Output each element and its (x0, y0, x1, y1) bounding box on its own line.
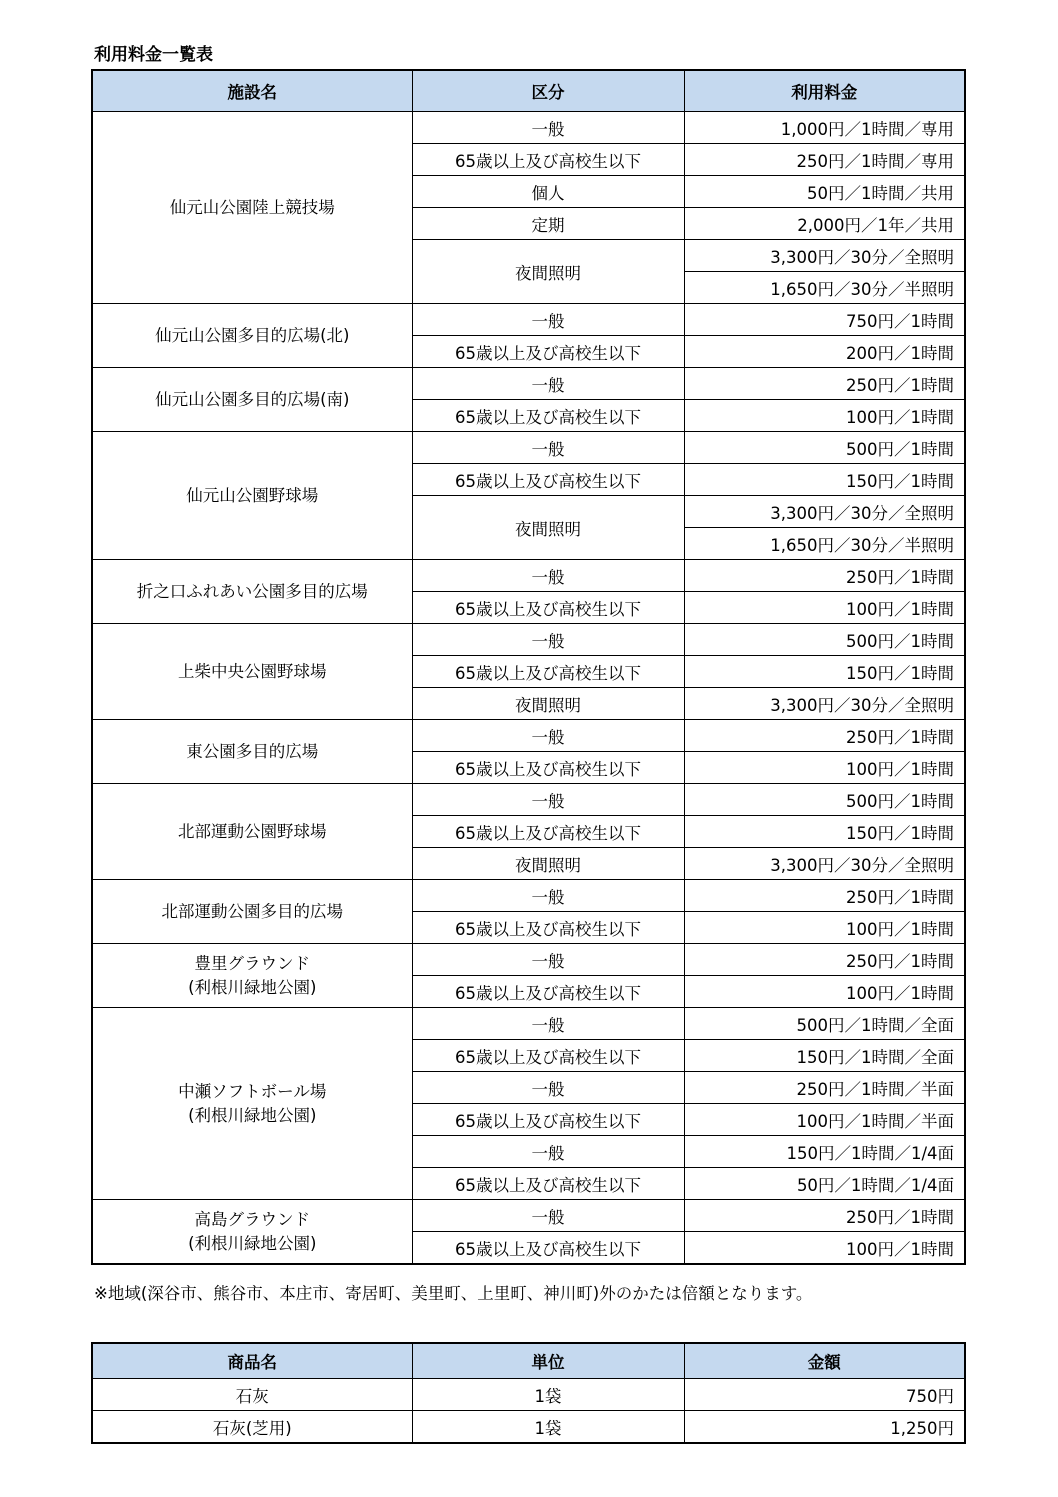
facility-name-line: 北部運動公園野球場 (178, 821, 327, 841)
category-cell: 65歳以上及び高校生以下 (412, 1232, 684, 1265)
fee-table (91, 69, 966, 1265)
fee-cell: 150円／1時間 (684, 656, 965, 688)
facility-name (92, 624, 412, 720)
fee-cell: 250円／1時間／半面 (684, 1072, 965, 1104)
header-facility: 施設名 (92, 70, 412, 112)
table-row (92, 1008, 965, 1040)
fee-cell: 250円／1時間 (684, 944, 965, 976)
category-cell: 一般 (412, 880, 684, 912)
fee-cell: 100円／1時間 (684, 752, 965, 784)
category-cell: 65歳以上及び高校生以下 (412, 144, 684, 176)
facility-name-line: (利根川緑地公園) (188, 977, 317, 997)
header-category: 区分 (412, 70, 684, 112)
fee-cell: 500円／1時間／全面 (684, 1008, 965, 1040)
price-cell: 1,250円 (684, 1411, 965, 1444)
category-cell: 65歳以上及び高校生以下 (412, 752, 684, 784)
fee-cell: 3,300円／30分／全照明 (684, 496, 965, 528)
facility-name (92, 1008, 412, 1200)
fee-cell: 250円／1時間 (684, 1200, 965, 1232)
fee-cell: 1,650円／30分／半照明 (684, 528, 965, 560)
category-cell: 一般 (412, 944, 684, 976)
category-cell: 65歳以上及び高校生以下 (412, 1104, 684, 1136)
category-cell: 65歳以上及び高校生以下 (412, 1040, 684, 1072)
facility-name (92, 784, 412, 880)
unit-cell: 1袋 (412, 1411, 684, 1444)
table-row (92, 560, 965, 592)
facility-name (92, 1200, 412, 1265)
fee-cell: 100円／1時間 (684, 400, 965, 432)
fee-cell: 100円／1時間 (684, 592, 965, 624)
facility-name (92, 368, 412, 432)
category-cell: 一般 (412, 432, 684, 464)
category-cell: 65歳以上及び高校生以下 (412, 816, 684, 848)
fee-cell: 500円／1時間 (684, 784, 965, 816)
facility-name (92, 304, 412, 368)
facility-name (92, 880, 412, 944)
fee-table-header (92, 70, 965, 112)
facility-name-line: 仙元山公園陸上競技場 (169, 197, 335, 217)
table-row (92, 432, 965, 464)
goods-table-header (92, 1343, 965, 1379)
category-cell: 65歳以上及び高校生以下 (412, 976, 684, 1008)
facility-name-line: (利根川緑地公園) (188, 1105, 317, 1125)
fee-cell: 100円／1時間 (684, 1232, 965, 1265)
table-row (92, 304, 965, 336)
page-title: 利用料金一覧表 (94, 45, 213, 65)
fee-cell: 250円／1時間／専用 (684, 144, 965, 176)
fee-cell: 250円／1時間 (684, 720, 965, 752)
fee-cell: 2,000円／1年／共用 (684, 208, 965, 240)
category-cell: 一般 (412, 720, 684, 752)
facility-name-line: 高島グラウンド (194, 1209, 310, 1229)
fee-cell: 150円／1時間／1/4面 (684, 1136, 965, 1168)
category-cell: 一般 (412, 624, 684, 656)
facility-name-line: 中瀬ソフトボール場 (178, 1081, 327, 1101)
facility-name-line: 豊里グラウンド (194, 953, 310, 973)
fee-cell: 250円／1時間 (684, 368, 965, 400)
table-row (92, 1379, 965, 1411)
category-cell: 個人 (412, 176, 684, 208)
category-cell: 65歳以上及び高校生以下 (412, 464, 684, 496)
fee-cell: 3,300円／30分／全照明 (684, 848, 965, 880)
category-cell: 65歳以上及び高校生以下 (412, 336, 684, 368)
category-cell: 一般 (412, 1200, 684, 1232)
fee-cell: 500円／1時間 (684, 432, 965, 464)
table-row (92, 1200, 965, 1232)
fee-cell: 250円／1時間 (684, 560, 965, 592)
category-cell: 夜間照明 (412, 240, 684, 304)
table-row (92, 1411, 965, 1444)
product-name-cell: 石灰 (92, 1379, 412, 1411)
header-fee: 利用料金 (684, 70, 965, 112)
category-cell: 65歳以上及び高校生以下 (412, 656, 684, 688)
fee-cell: 750円／1時間 (684, 304, 965, 336)
table-row (92, 880, 965, 912)
fee-cell: 100円／1時間 (684, 912, 965, 944)
category-cell: 定期 (412, 208, 684, 240)
facility-name-line: (利根川緑地公園) (188, 1233, 317, 1253)
facility-name-line: 仙元山公園多目的広場(北) (155, 325, 350, 345)
facility-name-line: 北部運動公園多目的広場 (161, 901, 343, 921)
category-cell: 65歳以上及び高校生以下 (412, 1168, 684, 1200)
fee-cell: 1,650円／30分／半照明 (684, 272, 965, 304)
facility-name-line: 折之口ふれあい公園多目的広場 (136, 581, 368, 601)
facility-name-line: 仙元山公園野球場 (186, 485, 319, 505)
fee-cell: 150円／1時間／全面 (684, 1040, 965, 1072)
fee-cell: 3,300円／30分／全照明 (684, 688, 965, 720)
table-row (92, 944, 965, 976)
table-row (92, 784, 965, 816)
fee-cell: 250円／1時間 (684, 880, 965, 912)
surcharge-note: ※地域(深谷市、熊谷市、本庄市、寄居町、美里町、上里町、神川町)外のかたは倍額となります。 (94, 1284, 813, 1303)
category-cell: 夜間照明 (412, 496, 684, 560)
facility-name (92, 720, 412, 784)
category-cell: 一般 (412, 304, 684, 336)
facility-name (92, 432, 412, 560)
facility-name (92, 944, 412, 1008)
table-row (92, 368, 965, 400)
fee-cell: 500円／1時間 (684, 624, 965, 656)
unit-cell: 1袋 (412, 1379, 684, 1411)
price-cell: 750円 (684, 1379, 965, 1411)
table-row (92, 720, 965, 752)
table-row (92, 624, 965, 656)
product-name-cell: 石灰(芝用) (92, 1411, 412, 1444)
category-cell: 一般 (412, 560, 684, 592)
header-price: 金額 (684, 1343, 965, 1379)
fee-cell: 100円／1時間 (684, 976, 965, 1008)
category-cell: 一般 (412, 112, 684, 144)
facility-name (92, 112, 412, 304)
category-cell: 夜間照明 (412, 688, 684, 720)
table-row (92, 112, 965, 144)
fee-cell: 150円／1時間 (684, 816, 965, 848)
facility-name-line: 仙元山公園多目的広場(南) (155, 389, 350, 409)
category-cell: 夜間照明 (412, 848, 684, 880)
facility-name (92, 560, 412, 624)
category-cell: 一般 (412, 1072, 684, 1104)
category-cell: 一般 (412, 1008, 684, 1040)
category-cell: 一般 (412, 1136, 684, 1168)
facility-name-line: 東公園多目的広場 (186, 741, 319, 761)
category-cell: 一般 (412, 784, 684, 816)
fee-cell: 3,300円／30分／全照明 (684, 240, 965, 272)
facility-name-line: 上柴中央公園野球場 (178, 661, 327, 681)
category-cell: 65歳以上及び高校生以下 (412, 592, 684, 624)
header-product: 商品名 (92, 1343, 412, 1379)
fee-cell: 200円／1時間 (684, 336, 965, 368)
fee-cell: 1,000円／1時間／専用 (684, 112, 965, 144)
fee-cell: 150円／1時間 (684, 464, 965, 496)
fee-cell: 100円／1時間／半面 (684, 1104, 965, 1136)
fee-cell: 50円／1時間／共用 (684, 176, 965, 208)
category-cell: 65歳以上及び高校生以下 (412, 912, 684, 944)
category-cell: 一般 (412, 368, 684, 400)
header-unit: 単位 (412, 1343, 684, 1379)
goods-table (91, 1342, 966, 1444)
fee-cell: 50円／1時間／1/4面 (684, 1168, 965, 1200)
category-cell: 65歳以上及び高校生以下 (412, 400, 684, 432)
